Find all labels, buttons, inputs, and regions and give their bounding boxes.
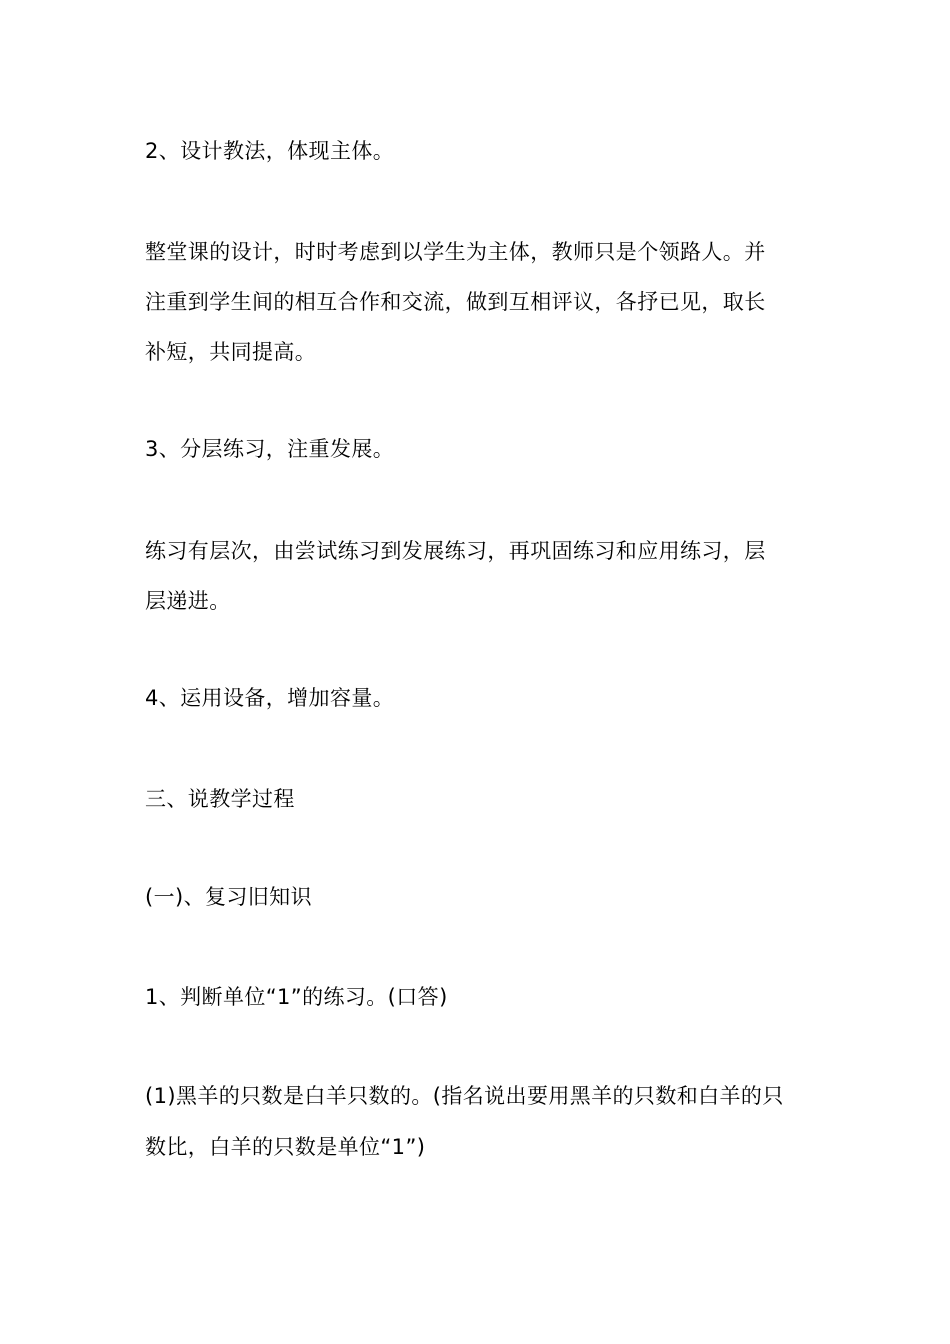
exercise-item-line: (1)黑羊的只数是白羊只数的。(指名说出要用黑羊的只数和白羊的只 xyxy=(145,1084,784,1108)
exercise-heading: 1、判断单位“1”的练习。(口答) xyxy=(145,985,448,1009)
exercise-item-line: 数比，白羊的只数是单位“1”) xyxy=(145,1135,426,1159)
paragraph-line: 注重到学生间的相互合作和交流，做到互相评议，各抒已见，取长 xyxy=(145,290,766,314)
paragraph-line: 整堂课的设计，时时考虑到以学生为主体，教师只是个领路人。并 xyxy=(145,240,766,264)
paragraph-line: 层递进。 xyxy=(145,589,231,613)
heading-design-method: 2、设计教法，体现主体。 xyxy=(145,139,395,163)
section-heading-teaching-process: 三、说教学过程 xyxy=(145,787,295,811)
subsection-heading-review: (一)、复习旧知识 xyxy=(145,885,312,909)
heading-layered-practice: 3、分层练习，注重发展。 xyxy=(145,437,395,461)
heading-use-equipment: 4、运用设备，增加容量。 xyxy=(145,686,395,710)
paragraph-line: 练习有层次，由尝试练习到发展练习，再巩固练习和应用练习，层 xyxy=(145,539,766,563)
paragraph-line: 补短，共同提高。 xyxy=(145,340,317,364)
